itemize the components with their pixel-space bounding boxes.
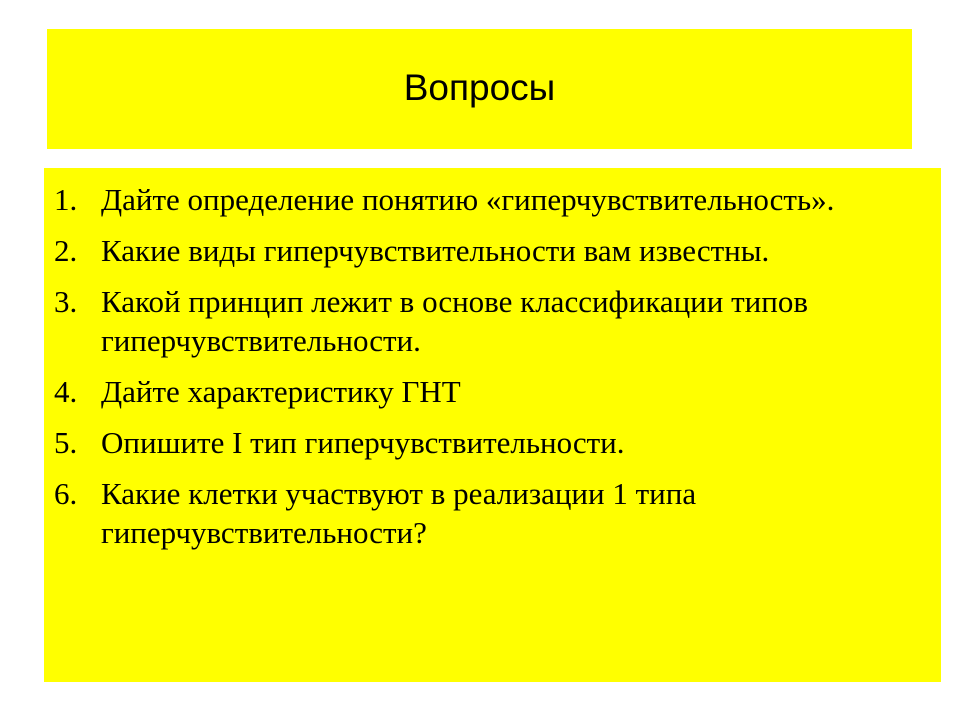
question-number: 2. bbox=[54, 233, 78, 268]
question-item bbox=[54, 231, 914, 270]
question-text: Дайте характеристику ГНТ bbox=[101, 374, 461, 409]
title-panel bbox=[47, 29, 912, 149]
question-number: 4. bbox=[54, 374, 78, 409]
question-item bbox=[54, 282, 914, 360]
question-item bbox=[54, 180, 914, 219]
question-text: Дайте определение понятию «гиперчувствительность». bbox=[101, 182, 835, 217]
question-item bbox=[54, 474, 914, 552]
question-number: 3. bbox=[54, 284, 78, 319]
questions-panel bbox=[44, 168, 941, 682]
question-text: Какие виды гиперчувствительности вам известны. bbox=[101, 233, 770, 268]
question-text: Какие клетки участвуют в реализации 1 типа гиперчувствительности? bbox=[101, 476, 697, 550]
question-number: 1. bbox=[54, 182, 78, 217]
question-number: 5. bbox=[54, 425, 78, 460]
question-text: Опишите I тип гиперчувствительности. bbox=[101, 425, 625, 460]
question-item bbox=[54, 423, 914, 462]
slide-title: Вопросы bbox=[403, 67, 556, 108]
question-list bbox=[54, 180, 914, 564]
question-number: 6. bbox=[54, 476, 78, 511]
question-text: Какой принцип лежит в основе классификации типов гиперчувствительности. bbox=[101, 284, 808, 358]
question-item bbox=[54, 372, 914, 411]
